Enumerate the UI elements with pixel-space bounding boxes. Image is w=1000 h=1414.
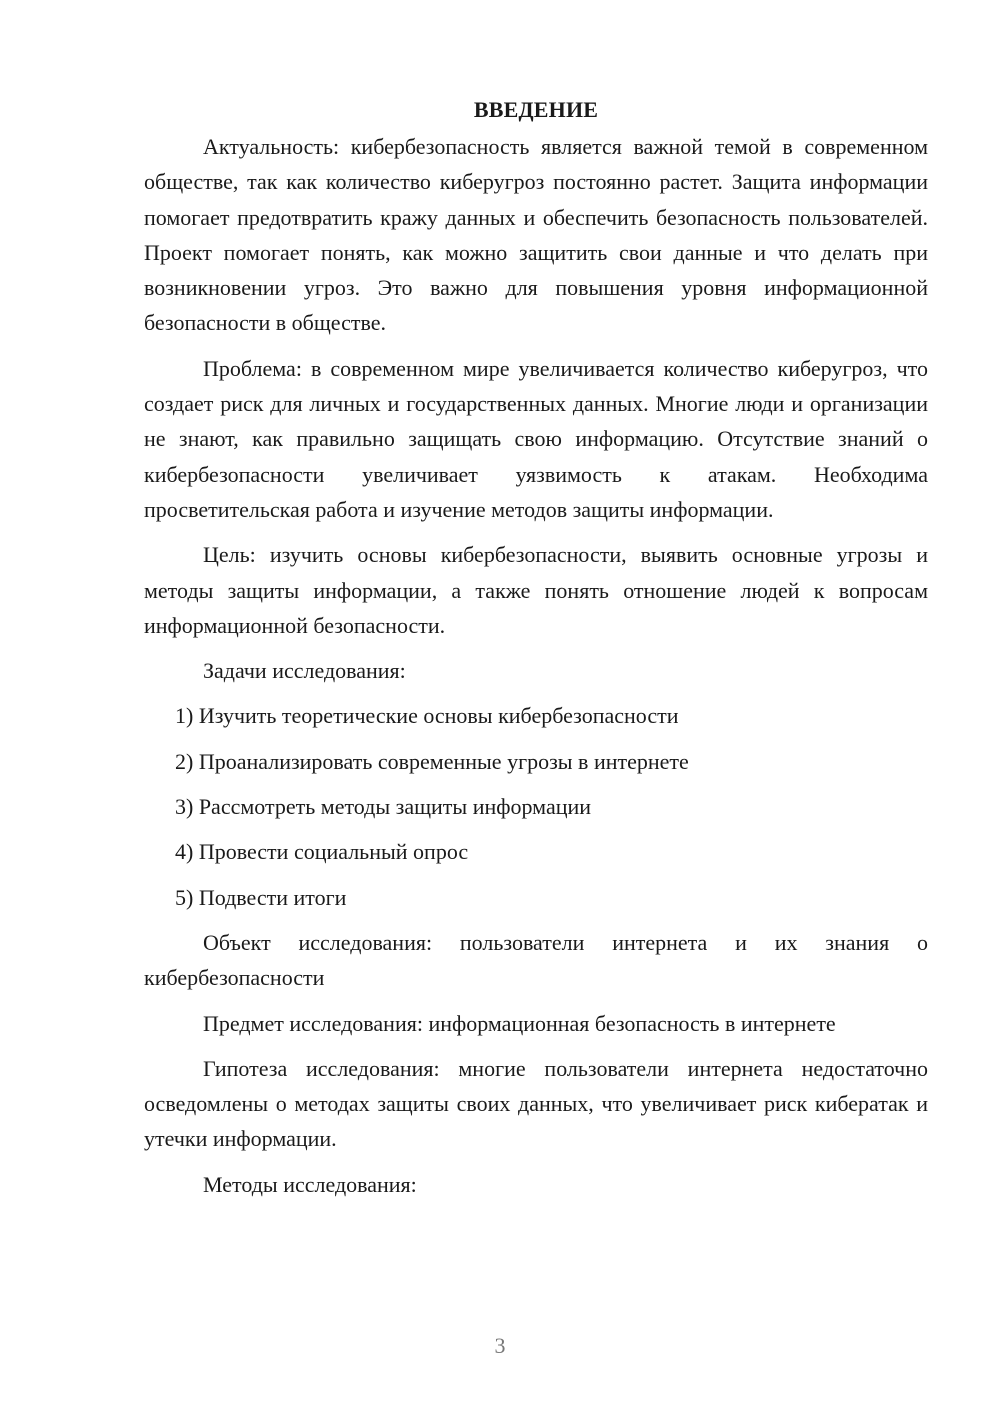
list-item: 1) Изучить теоретические основы кибербезопасности xyxy=(175,703,679,729)
list-item: 4) Провести социальный опрос xyxy=(175,839,469,865)
paragraph-relevance: Актуальность: кибербезопасность является важной темой в современном обществе, так как количество киберугроз постоянно растет. Защита информации помогает предотвратить кражу данных и обеспечить безопасность пользователей. Проект помогает понять, как можно защитить свои данные и что делать при возникновении угроз. Это важно для повышения уровня информационной безопасности в обществе. xyxy=(144,134,928,336)
list-item: 5) Подвести итоги xyxy=(175,884,347,910)
paragraph-object: Объект исследования: пользователи интернета и их знания о кибербезопасности xyxy=(144,929,928,991)
paragraph-problem: Проблема: в современном мире увеличивается количество киберугроз, что создает риск для личных и государственных данных. Многие люди и организации не знают, как правильно защищать свою информацию. Отсутствие знаний о кибербезопасности увеличивает уязвимость к атакам. Необходима просветительская работа и изучение методов защиты информации. xyxy=(144,355,928,522)
paragraph-subject: Предмет исследования: информационная безопасность в интернете xyxy=(203,1010,836,1036)
section-title: ВВЕДЕНИЕ xyxy=(473,97,599,122)
document-page xyxy=(144,92,928,1212)
paragraph-goal: Цель: изучить основы кибербезопасности, выявить основные угрозы и методы защиты информации, а также понять отношение людей к вопросам информационной безопасности. xyxy=(144,542,928,638)
methods-heading: Методы исследования: xyxy=(203,1171,417,1197)
list-item: 3) Рассмотреть методы защиты информации xyxy=(175,794,592,820)
tasks-heading: Задачи исследования: xyxy=(203,658,406,684)
list-item: 2) Проанализировать современные угрозы в интернете xyxy=(175,748,689,774)
tasks-list xyxy=(144,698,928,914)
page-number: 3 xyxy=(494,1333,506,1358)
paragraph-hypothesis: Гипотеза исследования: многие пользователи интернета недостаточно осведомлены о методах защиты своих данных, что увеличивает риск кибератак и утечки информации. xyxy=(144,1055,928,1152)
